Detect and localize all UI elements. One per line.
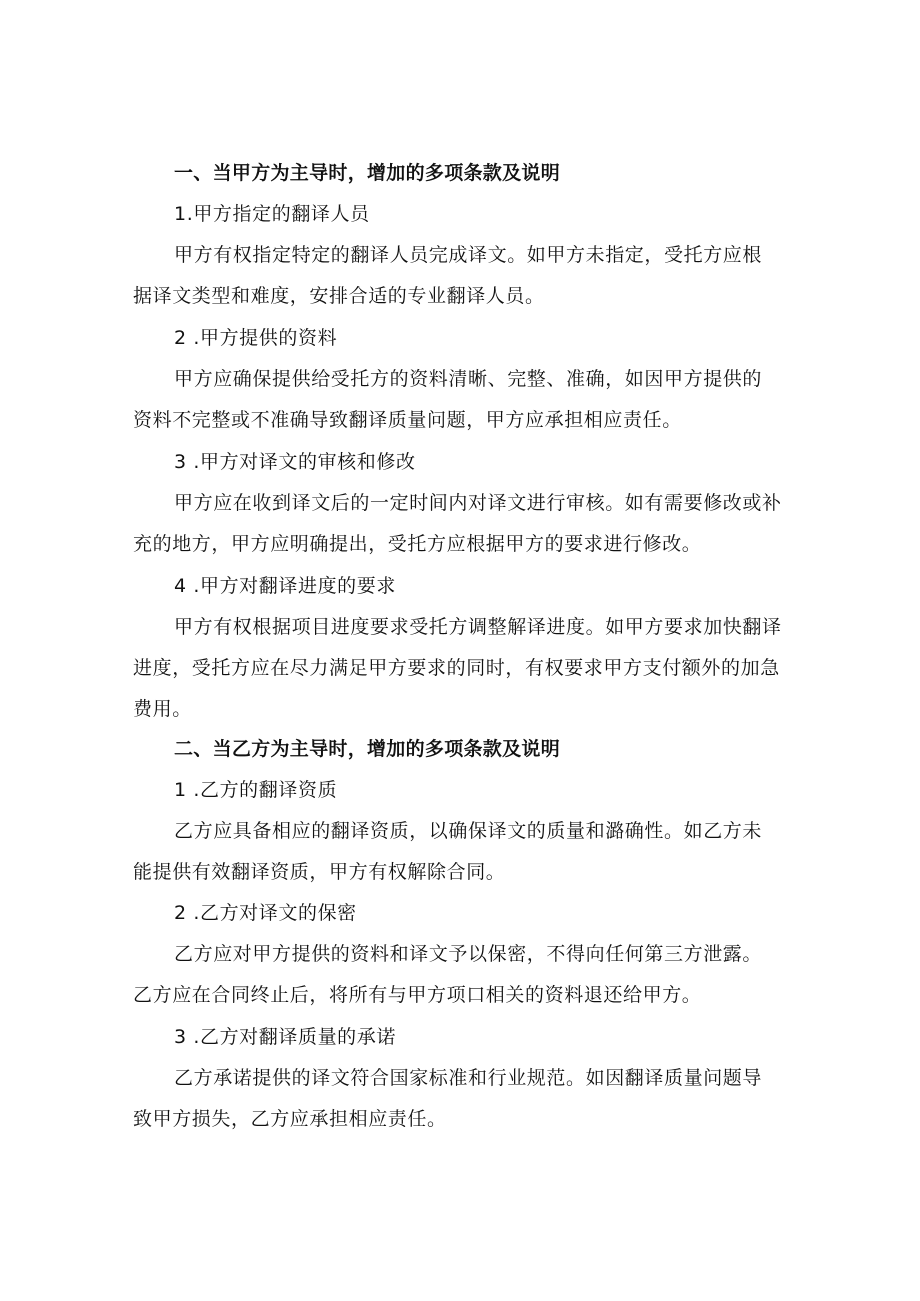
clause-text-line: 据译文类型和难度，安排合适的专业翻译人员。 (133, 285, 545, 307)
clause-text-line: 乙方应在合同终止后，将所有与甲方项口相关的资料退还给甲方。 (133, 984, 702, 1006)
clause-title-1-1: 1.甲方指定的翻译人员 (174, 203, 370, 225)
clause-text-line: 甲方应确保提供给受托方的资料清晰、完整、准确，如因甲方提供的 (174, 368, 763, 390)
section-heading-1: 一、当甲方为主导时，增加的多项条款及说明 (174, 162, 561, 184)
clause-title-2-3: 3 .乙方对翻译质量的承诺 (174, 1026, 396, 1048)
clause-text-line: 致甲方损失，乙方应承担相应责任。 (133, 1108, 447, 1130)
clause-title-2-1: 1 .乙方的翻译资质 (174, 779, 338, 801)
clause-text-line: 甲方应在收到译文后的一定时间内对译文进行审核。如有需要修改或补 (174, 492, 782, 514)
clause-title-1-2: 2 .甲方提供的资料 (174, 327, 338, 349)
clause-text-line: 费用。 (133, 698, 192, 720)
clause-title-1-3: 3 .甲方对译文的审核和修改 (174, 451, 416, 473)
clause-text-line: 甲方有权指定特定的翻译人员完成译文。如甲方未指定，受托方应根 (174, 244, 763, 266)
clause-text-line: 资料不完整或不准确导致翻译质量问题，甲方应承担相应责任。 (133, 409, 682, 431)
clause-text-line: 乙方应具备相应的翻译资质，以确保译文的质量和潞确性。如乙方未 (174, 820, 763, 842)
clause-title-2-2: 2 .乙方对译文的保密 (174, 902, 357, 924)
clause-text-line: 乙方应对甲方提供的资料和译文予以保密，不得向任何第三方泄露。 (174, 943, 763, 965)
section-heading-2: 二、当乙方为主导时，增加的多项条款及说明 (174, 738, 561, 760)
clause-text-line: 甲方有权根据项目进度要求受托方调整解译进度。如甲方要求加快翻译 (174, 616, 782, 638)
clause-text-line: 进度，受托方应在尽力满足甲方要求的同时，有权要求甲方支付额外的加急 (133, 657, 780, 679)
clause-text-line: 能提供有效翻译资质，甲方有权解除合同。 (133, 861, 506, 883)
clause-text-line: 乙方承诺提供的译文符合国家标准和行业规范。如因翻译质量问题导 (174, 1067, 763, 1089)
clause-text-line: 充的地方，甲方应明确提出，受托方应根据甲方的要求进行修改。 (133, 533, 702, 555)
clause-title-1-4: 4 .甲方对翻译进度的要求 (174, 575, 396, 597)
